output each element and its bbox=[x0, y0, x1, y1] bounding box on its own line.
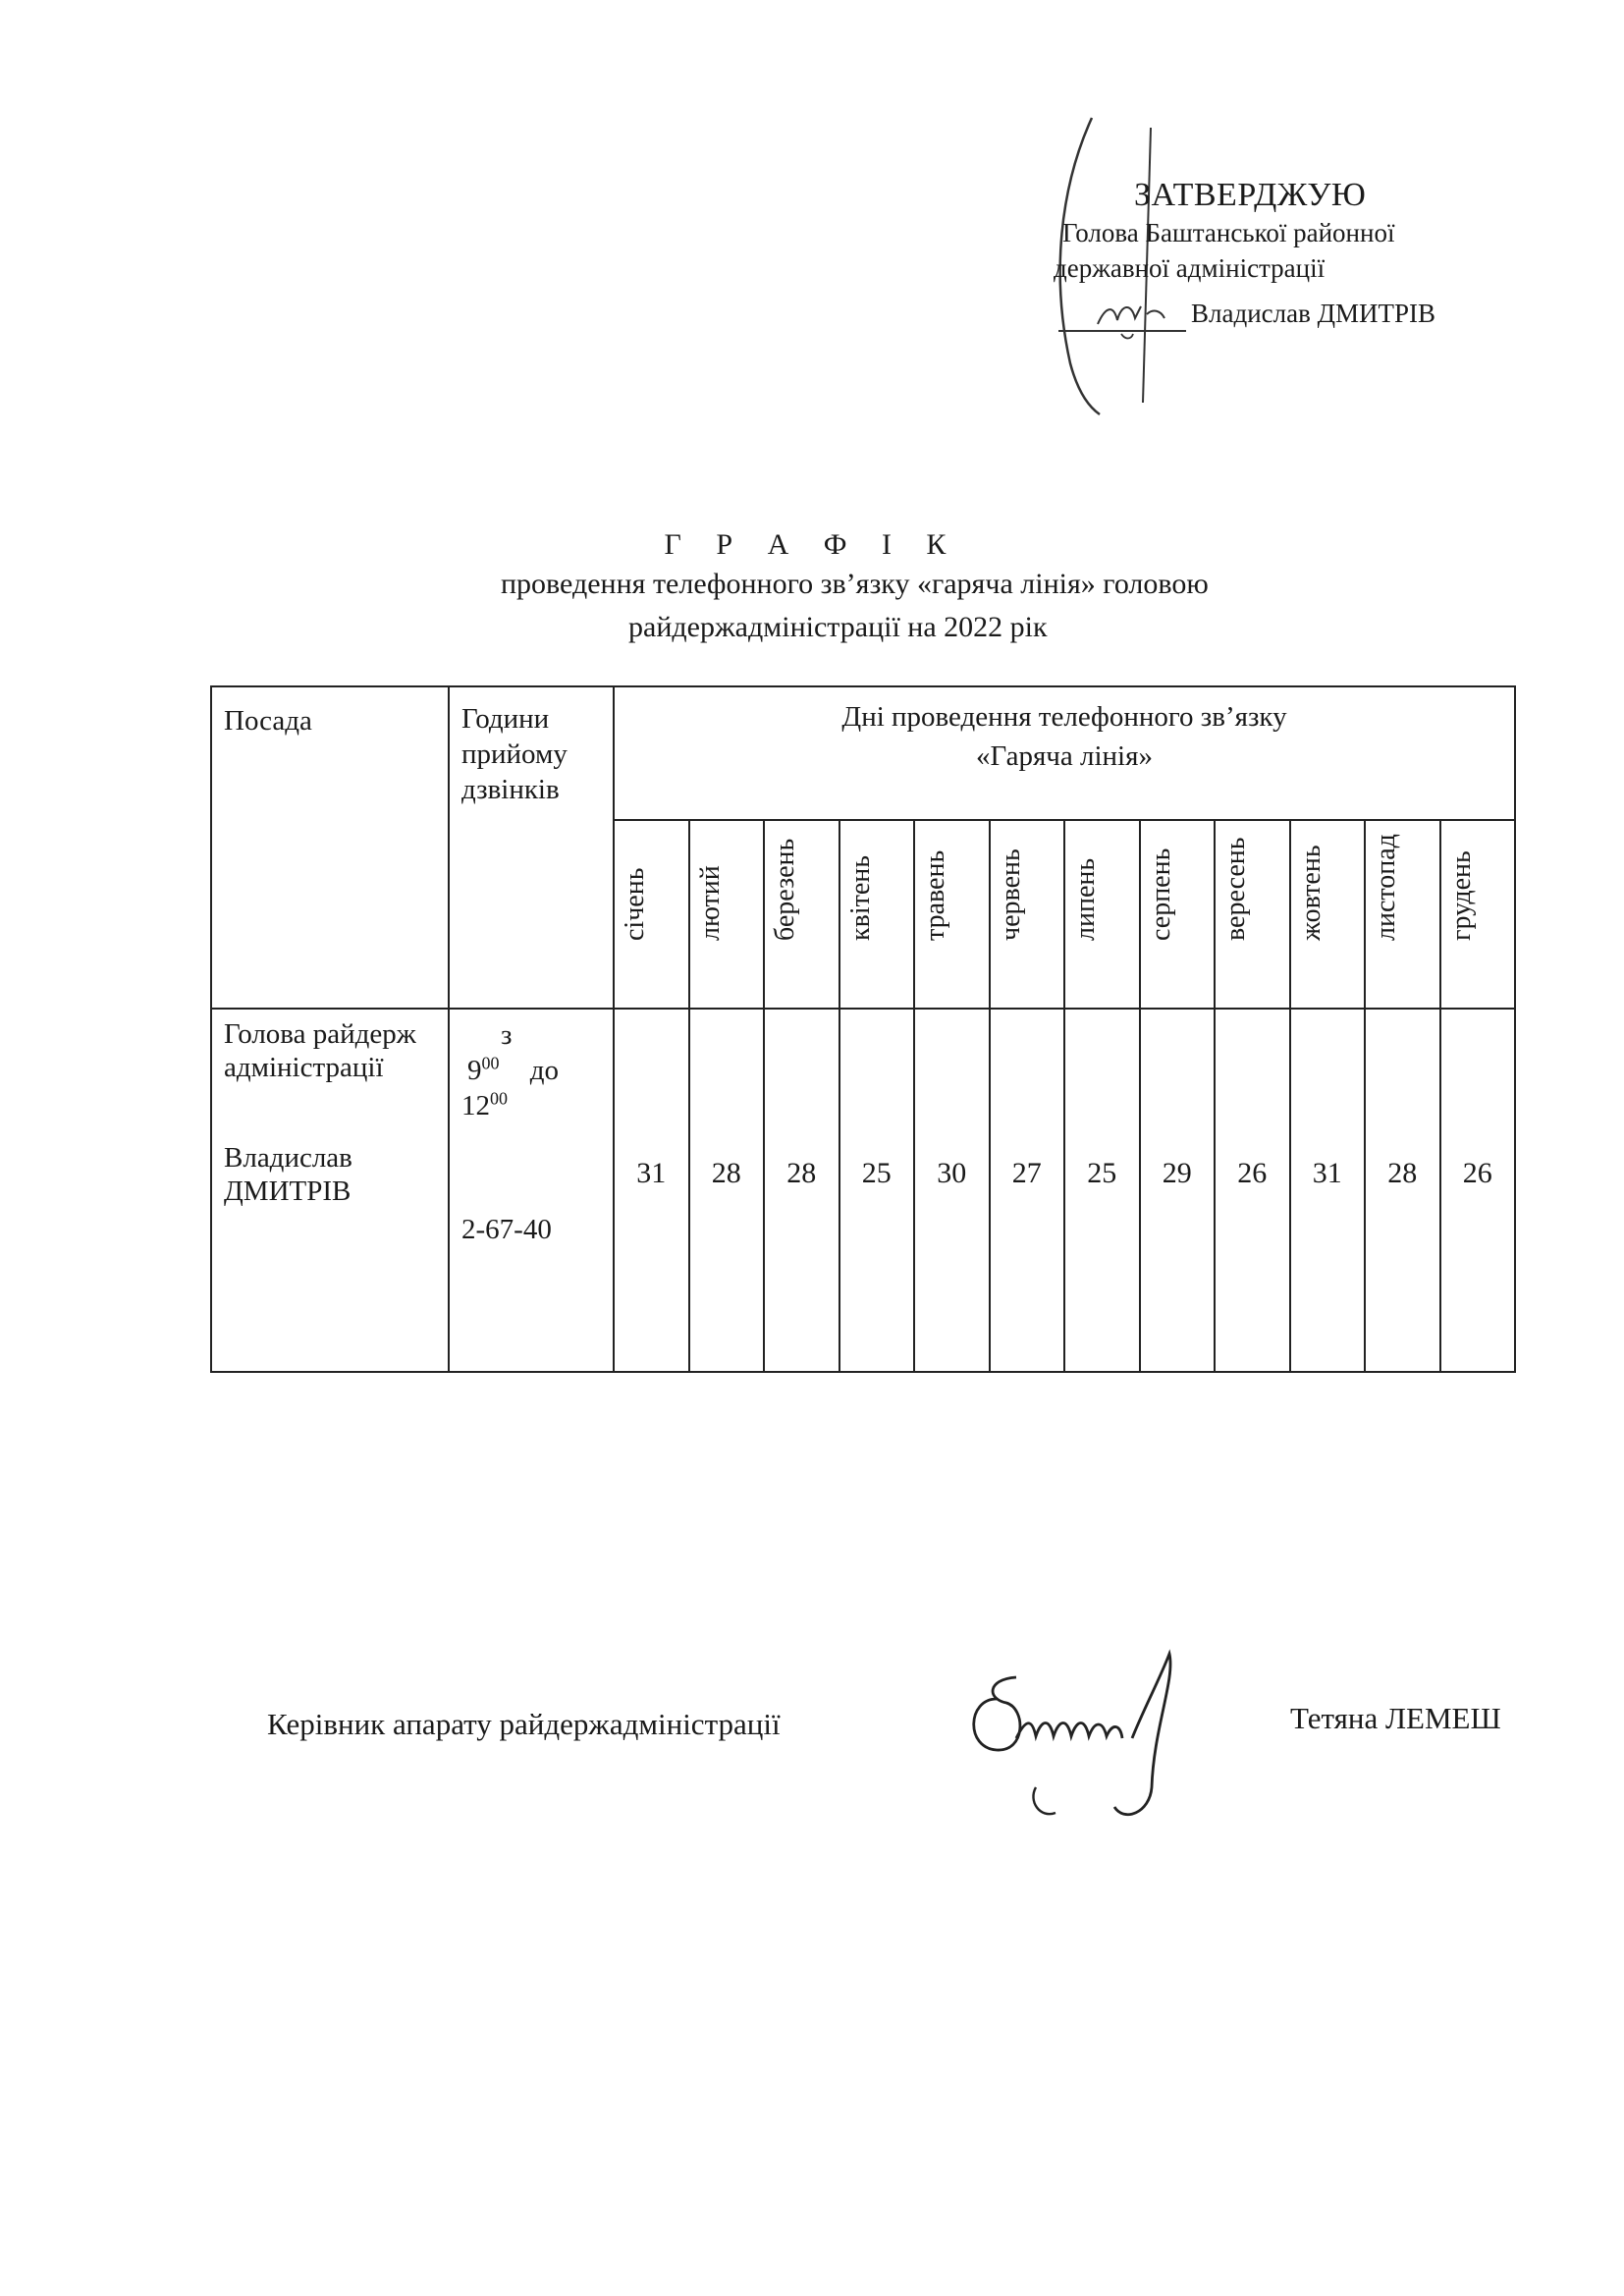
month-header: серпень bbox=[1140, 820, 1216, 1009]
hours-from-minutes: 00 bbox=[481, 1053, 500, 1073]
day-cell: 30 bbox=[914, 1009, 990, 1372]
month-header: грудень bbox=[1440, 820, 1516, 1009]
footer-signature-mark bbox=[957, 1640, 1232, 1827]
hours-to-word: до bbox=[529, 1055, 560, 1086]
header-hours: Години прийому дзвінків bbox=[449, 686, 614, 1009]
phone-number: 2-67-40 bbox=[461, 1214, 552, 1245]
row-position-cell bbox=[211, 1009, 449, 1372]
document-subtitle-line-1: проведення телефонного зв’язку «гаряча лінія» головою bbox=[501, 568, 1209, 600]
header-days-line-1: Дні проведення телефонного зв’язку bbox=[841, 701, 1287, 733]
month-header: січень bbox=[614, 820, 689, 1009]
day-cell: 31 bbox=[1290, 1009, 1366, 1372]
day-cell: 28 bbox=[689, 1009, 765, 1372]
month-header: жовтень bbox=[1290, 820, 1366, 1009]
footer-position: Керівник апарату райдержадміністрації bbox=[267, 1707, 781, 1741]
approval-line-2: державної адміністрації bbox=[1054, 253, 1326, 283]
month-header: березень bbox=[764, 820, 839, 1009]
header-days bbox=[614, 686, 1515, 820]
hours-to-minutes: 00 bbox=[490, 1088, 508, 1109]
hours-from: 9 bbox=[467, 1055, 482, 1086]
month-header: червень bbox=[990, 820, 1065, 1009]
row-position: Голова райдерж адміністрації bbox=[224, 1018, 416, 1083]
day-cell: 28 bbox=[1365, 1009, 1440, 1372]
month-header: квітень bbox=[839, 820, 915, 1009]
approval-signature-mark bbox=[1092, 285, 1180, 344]
month-header: травень bbox=[914, 820, 990, 1009]
day-cell: 28 bbox=[764, 1009, 839, 1372]
day-cell: 25 bbox=[839, 1009, 915, 1372]
hours-from-word: з bbox=[501, 1019, 513, 1051]
table-row bbox=[211, 1009, 1515, 1372]
footer-name: Тетяна ЛЕМЕШ bbox=[1290, 1701, 1501, 1735]
schedule-table bbox=[210, 685, 1516, 1373]
month-header: лютий bbox=[689, 820, 765, 1009]
day-cell: 27 bbox=[990, 1009, 1065, 1372]
month-header: липень bbox=[1064, 820, 1140, 1009]
month-header: вересень bbox=[1215, 820, 1290, 1009]
row-person: Владислав ДМИТРІВ bbox=[224, 1142, 352, 1207]
approval-line-1: Голова Баштанської районної bbox=[1062, 218, 1395, 247]
month-header: листопад bbox=[1365, 820, 1440, 1009]
header-days-line-2: «Гаряча лінія» bbox=[976, 740, 1153, 772]
day-cell: 29 bbox=[1140, 1009, 1216, 1372]
document-title: Г Р А Ф І К bbox=[664, 528, 960, 561]
day-cell: 31 bbox=[614, 1009, 689, 1372]
approval-heading: ЗАТВЕРДЖУЮ bbox=[1134, 177, 1367, 213]
approval-name: Владислав ДМИТРІВ bbox=[1191, 299, 1436, 328]
row-hours-cell bbox=[449, 1009, 614, 1372]
day-cell: 25 bbox=[1064, 1009, 1140, 1372]
day-cell: 26 bbox=[1440, 1009, 1516, 1372]
hours-to: 12 bbox=[461, 1090, 490, 1121]
day-cell: 26 bbox=[1215, 1009, 1290, 1372]
document-subtitle-line-2: райдержадміністрації на 2022 рік bbox=[628, 611, 1048, 643]
header-position: Посада bbox=[211, 686, 449, 1009]
